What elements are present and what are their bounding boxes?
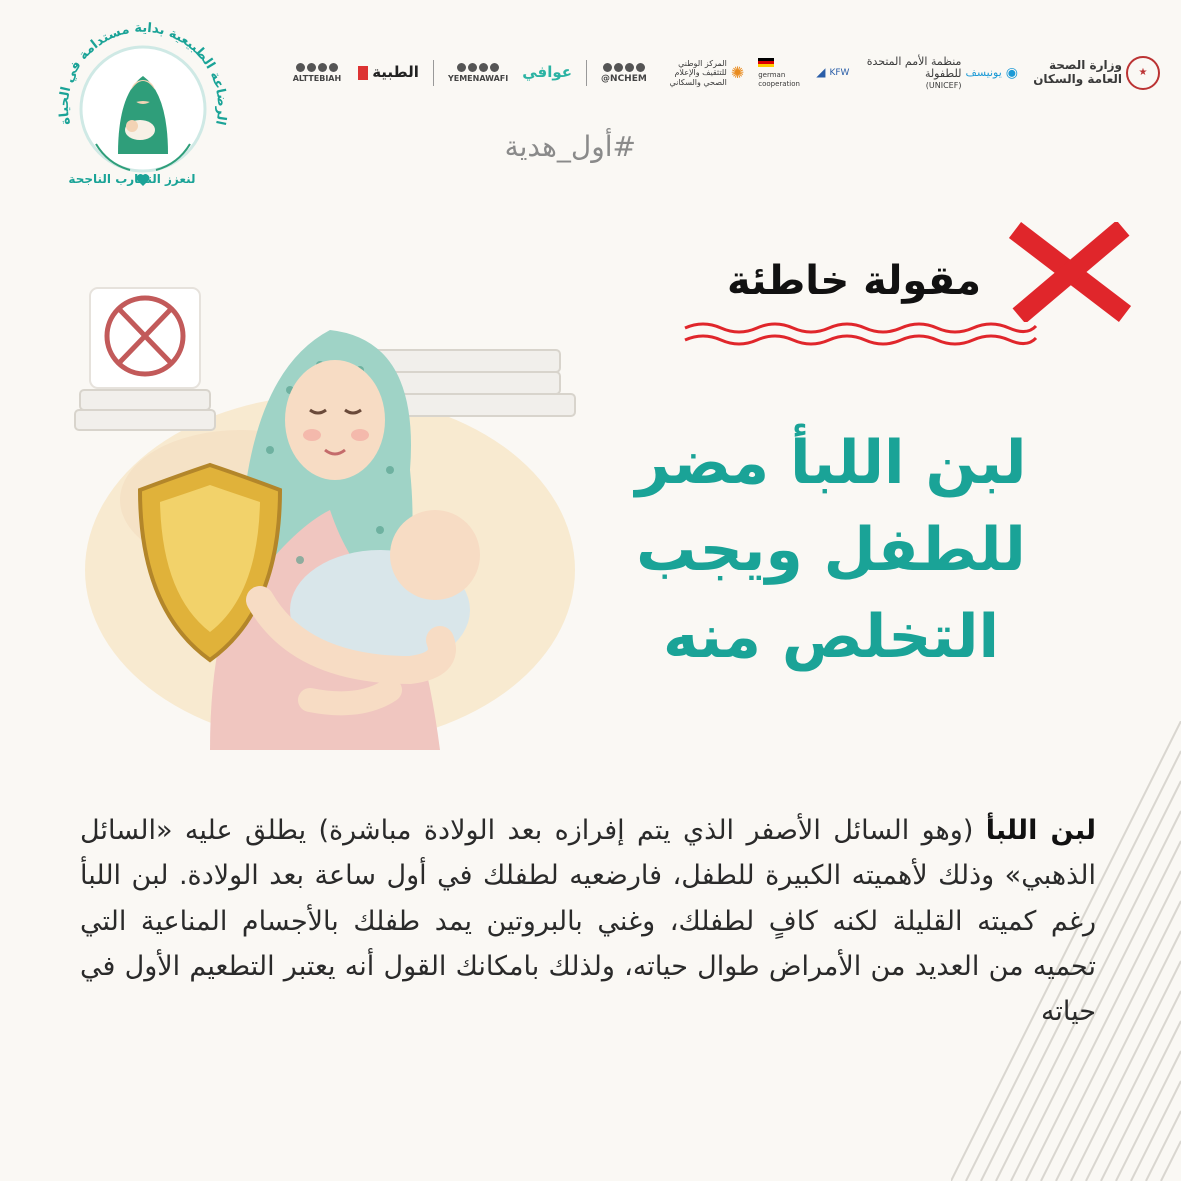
red-x-icon xyxy=(1005,222,1135,322)
german-flag-icon xyxy=(758,58,774,67)
social-icons xyxy=(603,63,645,72)
nchem-name: المركز الوطني للتثقيف والإعلام الصحي والسكاني xyxy=(669,59,727,87)
headline xyxy=(571,420,1091,681)
kfw-icon: ◢ xyxy=(816,65,826,80)
headline-line-2: للطفل ويجب xyxy=(636,515,1026,585)
kfw-label: KFW xyxy=(829,67,850,78)
unicef-en: (UNICEF) xyxy=(925,81,962,91)
alttebiah-social xyxy=(293,63,342,83)
german-cooperation-logo xyxy=(758,58,802,87)
divider xyxy=(433,60,434,86)
headline-line-1: لبن اللبأ مضر xyxy=(635,428,1027,498)
nchem-icon: ✺ xyxy=(730,62,745,82)
unicef-short: يونيسف xyxy=(965,65,1002,79)
unicef-icon: ◉ xyxy=(1005,64,1018,81)
tebiah-brand: الطبية xyxy=(372,63,419,82)
ministry-name: وزارة الصحة العامة والسكان xyxy=(1033,58,1122,86)
ministry-emblem-icon: ★ xyxy=(1126,56,1160,90)
hashtag: #أول_هدية xyxy=(504,130,636,163)
tebiah-logo xyxy=(355,64,419,81)
nchem-logo xyxy=(661,59,744,87)
german-cooperation-label: german cooperation xyxy=(758,71,800,88)
unicef-name: منظمة الأمم المتحدة للطفولة xyxy=(866,54,962,81)
nchem-social xyxy=(601,63,647,84)
headline-line-3: التخلص منه xyxy=(662,602,1000,672)
alttebiah-handle: ALTTEBIAH xyxy=(292,74,342,83)
kfw-logo xyxy=(816,66,849,80)
unicef-logo xyxy=(863,56,1018,90)
nchem-handle: @NCHEM xyxy=(601,73,647,84)
yemenawafi-social xyxy=(448,63,508,83)
yemenawafi-handle: YEMENAWAFI xyxy=(447,74,509,83)
tebiah-mark-icon xyxy=(358,66,368,80)
x-circle-icon xyxy=(90,288,200,388)
partner-logos xyxy=(270,48,1160,98)
awafy-logo xyxy=(522,64,572,81)
ministry-logo xyxy=(1032,56,1160,90)
colostrum-paragraph xyxy=(80,808,1096,1035)
wrong-saying-label: مقولة خاطئة xyxy=(727,258,981,304)
social-icons xyxy=(296,63,338,72)
paragraph-lead: لبن اللبأ xyxy=(985,815,1096,846)
divider xyxy=(586,60,587,86)
badge-tagline: لنعزز التجارب الناجحة xyxy=(68,172,196,186)
awafy-brand: عوافي xyxy=(522,63,573,82)
social-icons xyxy=(457,63,499,72)
badge-arc-text: الرضاعة الطبيعية بداية مستدامة في الحياة xyxy=(56,20,230,127)
paragraph-body: (وهو السائل الأصفر الذي يتم إفرازه بعد الولادة مباشرة) يطلق عليه «السائل الذهبي» وذلك لأهميته الكبيرة للطفل، فارضعيه لطفلك في أول ساعة بعد الولادة. لبن اللبأ رغم كميته القليلة لكنه كافٍ لطفلك، وغني بالبروتين يمد طفلك بالأجسام المناعية التي تحميه من العديد من الأمراض طوال حياته، ولذلك بامكانك القول أنه يعتبر التطعيم الأول في حياته xyxy=(80,815,1096,1028)
squiggle-underline xyxy=(683,318,1038,350)
mother-breastfeeding-illustration xyxy=(60,270,600,770)
